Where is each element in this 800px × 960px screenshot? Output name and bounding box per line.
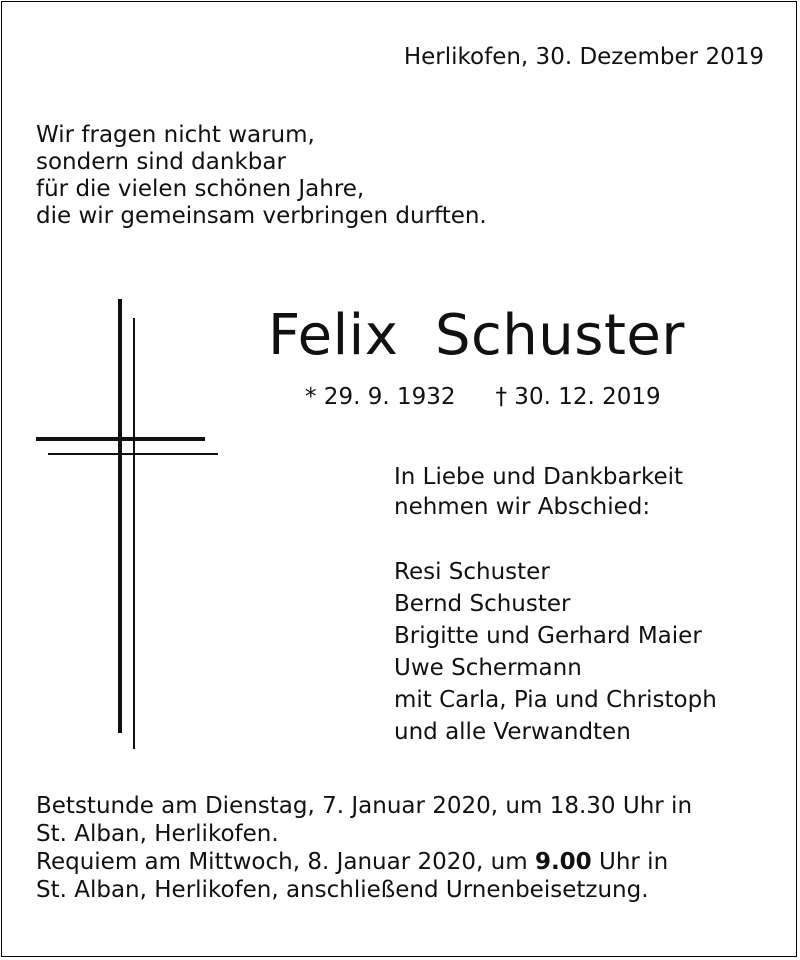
life-dates	[305, 381, 661, 413]
cross-vertical-bar	[133, 318, 135, 749]
mourner-name: Uwe Schermann	[394, 655, 582, 681]
farewell-line: In Liebe und Dankbarkeit	[394, 464, 684, 490]
prayer-service-line: Betstunde am Dienstag, 7. Januar 2020, um 18.30 Uhr in	[36, 793, 693, 819]
cross-horizontal-bar	[48, 453, 218, 455]
requiem-prefix: Requiem am Mittwoch, 8. Januar 2020, um	[36, 849, 535, 875]
poem-line: für die vielen schönen Jahre,	[36, 176, 365, 202]
death-date: † 30. 12. 2019	[495, 384, 661, 410]
mourner-name: Brigitte und Gerhard Maier	[394, 623, 702, 649]
mourner-name: Bernd Schuster	[394, 591, 571, 617]
service-details	[36, 792, 692, 904]
poem-line: Wir fragen nicht warum,	[36, 122, 315, 148]
farewell-text	[394, 462, 683, 522]
mourner-name: und alle Verwandten	[394, 719, 631, 745]
birth-date: * 29. 9. 1932	[305, 384, 456, 410]
requiem-line	[36, 848, 692, 876]
mourner-name: mit Carla, Pia und Christoph	[394, 687, 717, 713]
cross-vertical-bar	[118, 299, 122, 733]
requiem-location: St. Alban, Herlikofen, anschließend Urnenbeisetzung.	[36, 877, 649, 903]
requiem-time: 9.00	[534, 849, 592, 875]
cross-horizontal-bar	[36, 437, 205, 441]
mourners-list	[394, 556, 717, 748]
poem-line: die wir gemeinsam verbringen durften.	[36, 203, 487, 229]
mourner-name: Resi Schuster	[394, 559, 550, 585]
place-date: Herlikofen, 30. Dezember 2019	[403, 44, 764, 70]
prayer-service-location: St. Alban, Herlikofen.	[36, 821, 279, 847]
poem-line: sondern sind dankbar	[36, 149, 286, 175]
farewell-line: nehmen wir Abschied:	[394, 494, 651, 520]
requiem-suffix: Uhr in	[591, 849, 669, 875]
deceased-name: Felix Schuster	[268, 303, 685, 368]
